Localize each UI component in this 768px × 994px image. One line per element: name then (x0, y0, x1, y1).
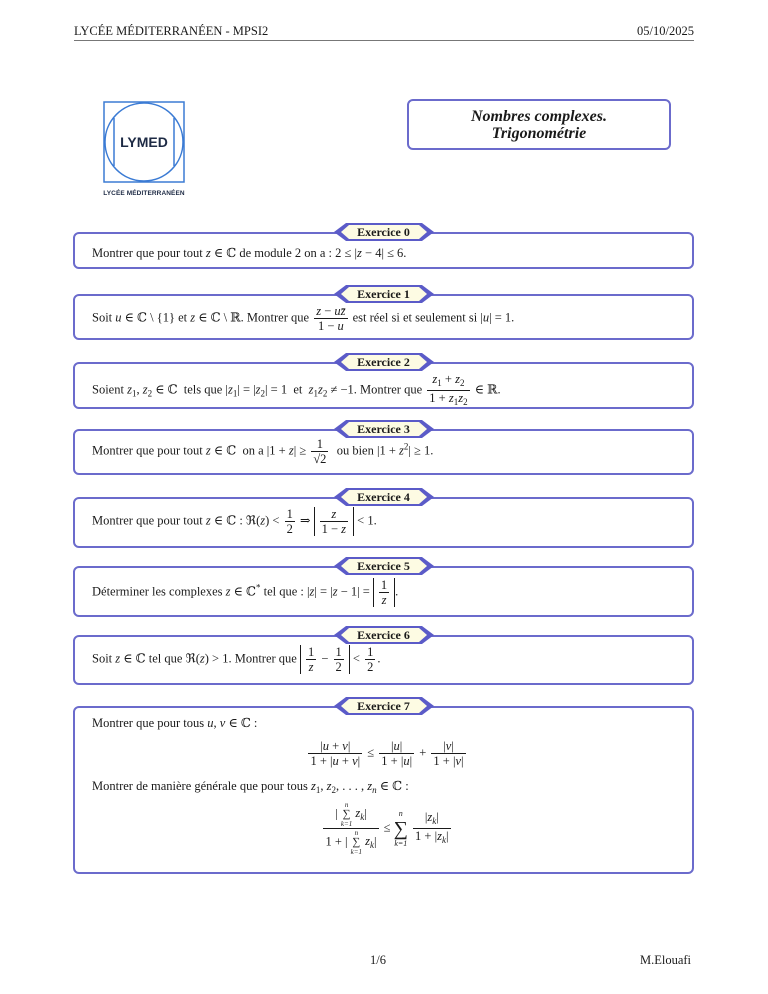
exercise-tag: Exercice 1 (332, 284, 436, 304)
exercise-7-line-2: Montrer de manière générale que pour tous $z_1$, $z_2$, . . . , $z_n$ ∈ ℂ : (92, 779, 409, 795)
exercise-tag: Exercice 0 (332, 222, 436, 242)
formula-1: $\frac{|u + v|}{1 + |u + v|}$ ≤ $\frac{|u|}{1 + |u|}$ + $\frac{|v|}{1 + |v|}$ (310, 739, 464, 768)
exercise-statement: Soit u ∈ ℂ \ {1} et z ∈ ℂ \ ℝ. Montrer que $\frac{z - uz̄}{1 - u}$ est réel si et seulement si |u| = 1. (92, 304, 515, 333)
title-line-2: Trigonométrie (491, 125, 587, 142)
exercise-statement: Montrer que pour tout z ∈ ℂ de module 2 on a : 2 ≤ |z − 4| ≤ 6. (92, 246, 407, 260)
formula-2: | n ∑ k=1 $z_k|$ 1 + | n ∑ k=1 $z_k|$ ≤ n ∑ k=1 $\frac{|z_k|}{1 + |z_k|}$ (325, 801, 449, 856)
exercise-5 (73, 559, 694, 617)
svg-text:LYMED: LYMED (120, 134, 168, 150)
exercise-6 (73, 628, 694, 685)
header-date: 05/10/2025 (637, 24, 694, 38)
exercise-statement (92, 715, 682, 856)
exercise-7 (73, 699, 694, 874)
page-number: 1/6 (370, 953, 386, 967)
exercise-0 (73, 225, 694, 269)
exercise-tag: Exercice 2 (332, 352, 436, 372)
exercise-statement: Montrer que pour tout z ∈ ℂ : ℜ(z) < $\frac{1}{2}$ ⇒ $\frac{z}{1 - z}$ < 1. (92, 507, 377, 536)
exercise-statement: Soient $z_1$, $z_2$ ∈ ℂ tels que $|z_1| = |z_2| = 1$ et $z_1z_2 \ne -1$. Montrer que $\frac{z_1 + z_2}{1 + z_1z_2}$ ∈ ℝ. (92, 372, 501, 407)
exercise-2 (73, 355, 694, 409)
exercise-1 (73, 287, 694, 340)
title-line-1: Nombres complexes. (471, 108, 607, 125)
exercise-statement: Soit z ∈ ℂ tel que ℜ(z) > 1. Montrer que $\frac{1}{z}$ − $\frac{1}{2}$ < $\frac{1}{2}$ . (92, 645, 381, 674)
page-header (74, 22, 694, 41)
logo-caption: LYCÉE MÉDITERRANÉEN (103, 190, 185, 197)
exercise-4 (73, 490, 694, 548)
author: M.Elouafi (640, 953, 692, 967)
exercise-tag: Exercice 7 (332, 696, 436, 716)
exercise-tag: Exercice 3 (332, 419, 436, 439)
exercise-tag: Exercice 5 (332, 556, 436, 576)
document-title (407, 99, 671, 150)
school-name: LYCÉE MÉDITERRANÉEN - MPSI2 (74, 24, 269, 38)
school-logo (100, 98, 188, 186)
exercise-statement: Déterminer les complexes z ∈ ℂ* tel que : |z| = |z − 1| = $\frac{1}{z}$ . (92, 578, 399, 607)
exercise-3 (73, 422, 694, 475)
exercise-tag: Exercice 4 (332, 487, 436, 507)
exercise-tag: Exercice 6 (332, 625, 436, 645)
exercise-7-line-1: Montrer que pour tous u, v ∈ ℂ : (92, 716, 258, 730)
exercise-statement: Montrer que pour tout z ∈ ℂ on a |1 + z| ≥ $\frac{1}{√2}$ ou bien $|1 + z^2| \ge 1$. (92, 437, 434, 466)
